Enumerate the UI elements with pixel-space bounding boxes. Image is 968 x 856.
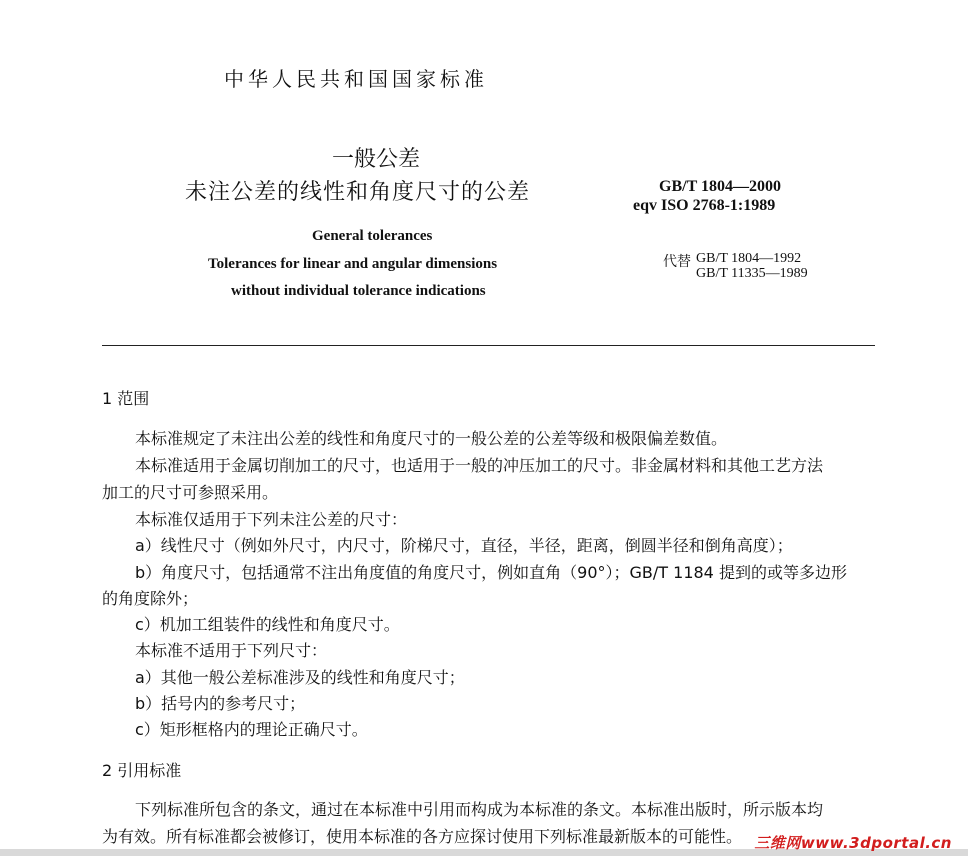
- english-title-line2: Tolerances for linear and angular dimensions: [208, 256, 498, 272]
- standard-title-line1: 一般公差: [332, 147, 421, 172]
- section2-paragraph1-cont: 为有效。所有标准都会被修订，使用本标准的各方应探讨使用下列标准最新版本的可能性。: [102, 827, 743, 846]
- section2-paragraph1: 下列标准所包含的条文，通过在本标准中引用而构成为本标准的条文。本标准出版时，所示版本均: [135, 800, 824, 819]
- section1-paragraph2: 本标准适用于金属切削加工的尺寸，也适用于一般的冲压加工的尺寸。非金属材料和其他工艺方法: [135, 456, 824, 475]
- section1-item-a1: a）线性尺寸（例如外尺寸，内尺寸，阶梯尺寸，直径，半径，距离，倒圆半径和倒角高度）；: [135, 536, 793, 555]
- section1-heading: 1 范围: [102, 389, 150, 408]
- section1-item-b1-cont: 的角度除外；: [102, 589, 199, 608]
- equivalent-standard: eqv ISO 2768-1:1989: [633, 197, 776, 214]
- english-title-line1: General tolerances: [312, 228, 433, 244]
- section2-heading: 2 引用标准: [102, 761, 182, 780]
- section1-item-b2: b）括号内的参考尺寸；: [135, 694, 306, 713]
- section1-item-c1: c）机加工组装件的线性和角度尺寸。: [135, 615, 400, 634]
- replaced-standard-2: GB/T 11335—1989: [696, 266, 808, 281]
- section1-item-b1: b）角度尺寸，包括通常不注出角度值的角度尺寸，例如直角（90°）；GB/T 1184 提到的或等多边形: [135, 563, 847, 582]
- section1-paragraph1: 本标准规定了未注出公差的线性和角度尺寸的一般公差的公差等级和极限偏差数值。: [135, 429, 728, 448]
- section1-paragraph3: 本标准仅适用于下列未注公差的尺寸：: [135, 510, 408, 529]
- section1-paragraph2-cont: 加工的尺寸可参照采用。: [102, 483, 279, 502]
- standard-title-line2: 未注公差的线性和角度尺寸的公差: [185, 180, 531, 205]
- title-divider: [102, 345, 875, 346]
- site-watermark: 三维网www.3dportal.cn: [754, 834, 952, 852]
- english-title-line3: without individual tolerance indications: [231, 283, 486, 299]
- section1-item-a2: a）其他一般公差标准涉及的线性和角度尺寸；: [135, 668, 465, 687]
- replaced-standard-1: GB/T 1804—1992: [696, 251, 802, 266]
- section1-item-c2: c）矩形框格内的理论正确尺寸。: [135, 720, 368, 739]
- section1-paragraph4: 本标准不适用于下列尺寸：: [135, 641, 328, 660]
- standard-number: GB/T 1804—2000: [659, 178, 781, 195]
- national-standard-header: 中华人民共和国国家标准: [224, 67, 488, 91]
- replaces-label: 代替: [663, 254, 691, 270]
